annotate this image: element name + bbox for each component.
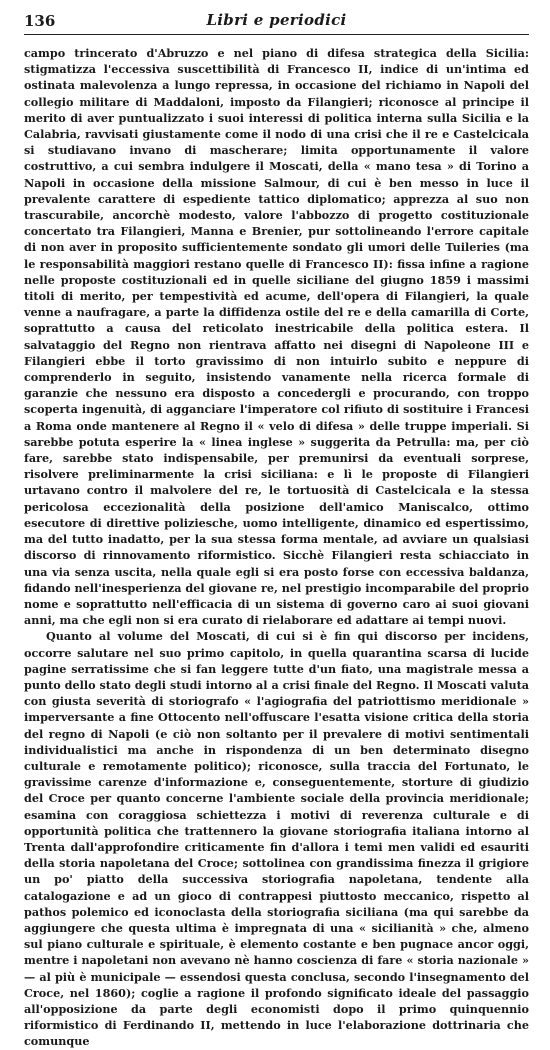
paragraph-2: Quanto al volume del Moscati, di cui si è fin qui discorso per incidens, occorre salutare nel suo primo capitolo, in quella quarantina scarsa di lucide pagine serratissime che si fan leggere tutte d'un fiato, una magistrale messa a punto dello stato degli studi intorno al a crisi finale del Regno. Il Moscati valuta con giusta severità di storiografo « l'agiografia del patriottismo meridionale » imperversante a fine Ottocento nell'offuscare l'esatta visione critica della storia del regno di Napoli (e ciò non soltanto per il prevalere di motivi sentimentali individualistici ma anche in rispondenza di un ben determinato disegno culturale e remotamente politico); riconosce, sulla traccia del Fortunato, le gravissime carenze d'informazione e, conseguentemente, storture di giudizio del Croce per quanto concerne l'ambiente sociale della provincia meridionale; esamina con coraggiosa schiettezza i motivi di reverenza culturale e di opportunità politica che trattennero la giovane storiografia italiana intorno al Trenta dall'approfondire criticamente fin d'allora i temi men validi ed esauriti della storia napoletana del Croce; sottolinea con grandissima finezza il grigiore un po' piatto della successiva storiografia napoletana, tendente alla catalogazione e ad un gioco di contrappesi piuttosto meccanico, rispetto al pathos polemico ed iconoclasta della storiografia siciliana (ma qui sarebbe da aggiungere che questa ultima è impregnata di una « sicilianità » che, almeno sul piano culturale e spirituale, è elemento costante e ben pugnace ancor oggi, mentre i napoletani non avevano nè hanno coscienza di fare « storia nazionale » — al più è municipale — essendosi questa conclusa, secondo l'insegnamento del Croce, nel 1860); coglie a ragione il profondo significato ideale del passaggio all'opposizione da parte degli economisti dopo il primo quinquennio riformistico di Ferdinando II, mettendo in luce l'elaborazione dottrinaria che comunque bbox=[24, 629, 529, 1049]
page-number: 136 bbox=[24, 12, 56, 30]
article-body bbox=[24, 45, 529, 1050]
page-header bbox=[24, 8, 529, 35]
running-title: Libri e periodici bbox=[206, 11, 347, 29]
page bbox=[24, 8, 529, 1050]
paragraph-1: campo trincerato d'Abruzzo e nel piano di difesa strategica della Sicilia: stigmatizza l'eccessiva suscettibilità di Francesco II, indice di un'intima ed ostinata malevolenza a lungo repressa, in occasione del richiamo in Napoli del collegio militare di Maddaloni, imposto da Filangieri; riconosce al principe il merito di aver puntualizzato i suoi interessi di politica interna sulla Sicilia e la Calabria, ravvisati giustamente come il nodo di una crisi che il re e Castelcicala si studiavano invano di mascherare; limita opportunamente il valore costruttivo, a cui sembra indulgere il Moscati, della « mano tesa » di Torino a Napoli in occasione della missione Salmour, di cui è ben messo in luce il prevalente carattere di espediente tattico diplomatico; apprezza al suo non trascurabile, ancorchè modesto, valore l'abbozzo di progetto costituzionale concertato tra Filangieri, Manna e Brenier, pur sottolineando l'errore capitale di non aver in proposito sufficientemente sondato gli umori delle Tuileries (ma le responsabilità maggiori restano quelle di Francesco II): fissa infine a ragione nelle proposte costituzionali ed in quelle siciliane del giugno 1859 i massimi titoli di merito, per tempestività ed acume, dell'opera di Filangieri, la quale venne a naufragare, a parte la diffidenza ostile del re e della camarilla di Corte, soprattutto a causa del reticolato inestricabile della politica estera. Il salvataggio del Regno non rientrava affatto nei disegni di Napoleone III e Filangieri ebbe il torto gravissimo di non intuirlo subito e neppure di comprenderlo in seguito, insistendo vanamente nella ricerca formale di garanzie che nessuno era disposto a concedergli e procurando, con troppo scoperta ingenuità, di agganciare l'imperatore col rifiuto di sostituire i Francesi a Roma onde mantenere al Regno il « velo di difesa » delle truppe imperiali. Si sarebbe potuta esperire la « linea inglese » suggerita da Petrulla: ma, per ciò fare, sarebbe stato indispensabile, per premunirsi da eventuali sorprese, risolvere preliminarmente la crisi siciliana: e lì le proposte di Filangieri urtavano contro il malvolere del re, le tortuosità di Castelcicala e la stessa pericolosa eccezionalità della posizione dell'amico Maniscalco, ottimo esecutore di direttive poliziesche, uomo intelligente, dinamico ed espertissimo, ma del tutto inadatto, per la sua stessa forma mentale, ad avviare un qualsiasi discorso di rinnovamento riformistico. Sicchè Filangieri resta schiacciato in una via senza uscita, nella quale egli si era posto forse con eccessiva baldanza, fidando nell'inesperienza del giovane re, nel prestigio incomparabile del proprio nome e soprattutto nell'efficacia di un sistema di governo caro ai suoi giovani anni, ma che egli non si era curato di rielaborare ed adattare ai tempi nuovi. bbox=[24, 46, 529, 628]
